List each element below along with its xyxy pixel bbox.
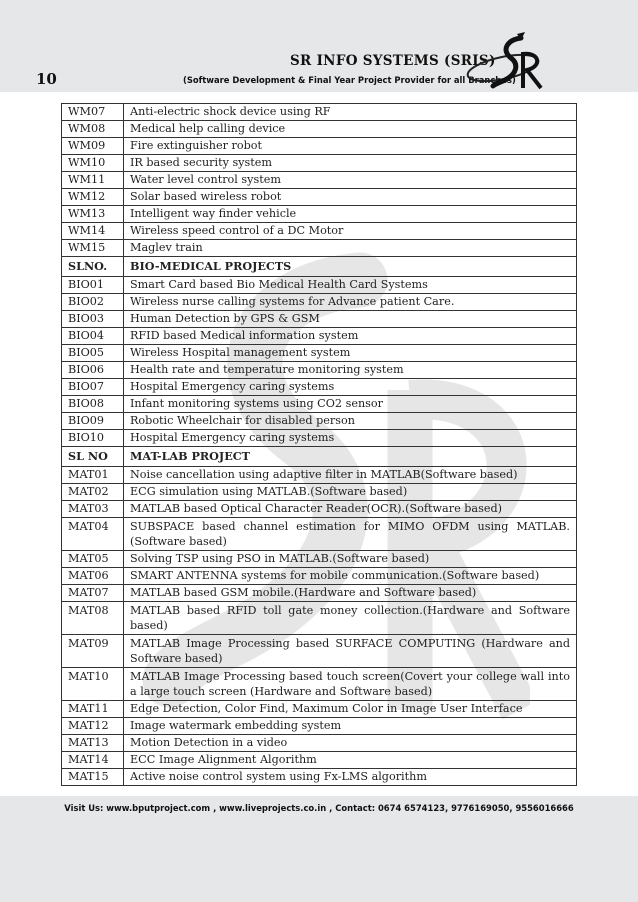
project-row — [62, 484, 577, 501]
project-row — [62, 467, 577, 484]
project-row — [62, 328, 577, 345]
project-row — [62, 277, 577, 294]
project-description: MATLAB Image Processing based touch screen(Covert your college wall into a large touch screen (Hardware and Software based) — [124, 668, 577, 701]
project-code: WM11 — [62, 172, 124, 189]
project-code: WM08 — [62, 121, 124, 138]
project-row — [62, 551, 577, 568]
project-code: MAT03 — [62, 501, 124, 518]
project-row — [62, 223, 577, 240]
project-description: Medical help calling device — [124, 121, 577, 138]
project-description: MATLAB Image Processing based SURFACE COMPUTING (Hardware and Software based) — [124, 635, 577, 668]
project-code: MAT05 — [62, 551, 124, 568]
project-description: Water level control system — [124, 172, 577, 189]
project-code: MAT02 — [62, 484, 124, 501]
project-code: BIO07 — [62, 379, 124, 396]
project-description: Intelligent way finder vehicle — [124, 206, 577, 223]
project-description: Human Detection by GPS & GSM — [124, 311, 577, 328]
project-row — [62, 769, 577, 786]
project-row — [62, 501, 577, 518]
project-row — [62, 138, 577, 155]
project-row — [62, 701, 577, 718]
section-header-slno: SLNO. — [62, 257, 124, 277]
project-description: Edge Detection, Color Find, Maximum Color in Image User Interface — [124, 701, 577, 718]
project-code: WM09 — [62, 138, 124, 155]
project-description: IR based security system — [124, 155, 577, 172]
project-description: MATLAB based GSM mobile.(Hardware and Software based) — [124, 585, 577, 602]
project-code: BIO01 — [62, 277, 124, 294]
project-code: MAT07 — [62, 585, 124, 602]
project-description: Solar based wireless robot — [124, 189, 577, 206]
project-row — [62, 396, 577, 413]
project-description: Hospital Emergency caring systems — [124, 379, 577, 396]
project-code: BIO04 — [62, 328, 124, 345]
project-code: MAT11 — [62, 701, 124, 718]
project-code: WM12 — [62, 189, 124, 206]
project-row — [62, 718, 577, 735]
footer-contact-text: Visit Us: www.bputproject.com , www.liveprojects.co.in , Contact: 0674 6574123, 9776169050, 9556016666 — [64, 803, 574, 813]
project-row — [62, 172, 577, 189]
project-row — [62, 104, 577, 121]
project-row — [62, 585, 577, 602]
project-row — [62, 602, 577, 635]
project-row — [62, 206, 577, 223]
project-code: BIO03 — [62, 311, 124, 328]
project-row — [62, 668, 577, 701]
project-row — [62, 518, 577, 551]
project-code: BIO05 — [62, 345, 124, 362]
project-row — [62, 189, 577, 206]
project-row — [62, 240, 577, 257]
project-description: Wireless speed control of a DC Motor — [124, 223, 577, 240]
project-code: WM13 — [62, 206, 124, 223]
project-description: ECG simulation using MATLAB.(Software based) — [124, 484, 577, 501]
section-header-row — [62, 257, 577, 277]
project-description: Fire extinguisher robot — [124, 138, 577, 155]
project-code: BIO09 — [62, 413, 124, 430]
project-description: Health rate and temperature monitoring system — [124, 362, 577, 379]
project-code: MAT13 — [62, 735, 124, 752]
company-tagline: (Software Development & Final Year Project Provider for all Branches) — [183, 75, 516, 85]
project-row — [62, 430, 577, 447]
section-header-slno: SL NO — [62, 447, 124, 467]
project-code: WM14 — [62, 223, 124, 240]
project-code: BIO10 — [62, 430, 124, 447]
project-row — [62, 294, 577, 311]
project-row — [62, 362, 577, 379]
project-row — [62, 413, 577, 430]
project-row — [62, 752, 577, 769]
project-description: Motion Detection in a video — [124, 735, 577, 752]
project-description: Maglev train — [124, 240, 577, 257]
section-header-title: MAT-LAB PROJECT — [124, 447, 577, 467]
project-description: Smart Card based Bio Medical Health Card Systems — [124, 277, 577, 294]
sris-logo-icon — [465, 30, 555, 92]
company-name: SR INFO SYSTEMS (SRIS) — [290, 53, 496, 69]
project-code: MAT08 — [62, 602, 124, 635]
project-description: MATLAB based RFID toll gate money collection.(Hardware and Software based) — [124, 602, 577, 635]
project-row — [62, 121, 577, 138]
project-code: BIO02 — [62, 294, 124, 311]
project-code: MAT12 — [62, 718, 124, 735]
project-code: BIO06 — [62, 362, 124, 379]
section-header-row — [62, 447, 577, 467]
project-description: SMART ANTENNA systems for mobile communication.(Software based) — [124, 568, 577, 585]
project-description: Image watermark embedding system — [124, 718, 577, 735]
project-description: MATLAB based Optical Character Reader(OCR).(Software based) — [124, 501, 577, 518]
project-code: MAT14 — [62, 752, 124, 769]
project-row — [62, 345, 577, 362]
project-description: ECC Image Alignment Algorithm — [124, 752, 577, 769]
project-row — [62, 735, 577, 752]
project-description: Robotic Wheelchair for disabled person — [124, 413, 577, 430]
project-row — [62, 155, 577, 172]
project-description: RFID based Medical information system — [124, 328, 577, 345]
project-row — [62, 379, 577, 396]
page-number: 10 — [36, 70, 57, 88]
project-code: MAT01 — [62, 467, 124, 484]
project-description: Solving TSP using PSO in MATLAB.(Software based) — [124, 551, 577, 568]
project-description: Infant monitoring systems using CO2 sensor — [124, 396, 577, 413]
project-description: SUBSPACE based channel estimation for MIMO OFDM using MATLAB.(Software based) — [124, 518, 577, 551]
project-code: MAT04 — [62, 518, 124, 551]
project-description: Wireless Hospital management system — [124, 345, 577, 362]
project-row — [62, 311, 577, 328]
project-list-table — [61, 103, 577, 786]
project-code: WM15 — [62, 240, 124, 257]
project-code: MAT10 — [62, 668, 124, 701]
project-code: WM07 — [62, 104, 124, 121]
project-description: Anti-electric shock device using RF — [124, 104, 577, 121]
section-header-title: BIO-MEDICAL PROJECTS — [124, 257, 577, 277]
project-code: MAT15 — [62, 769, 124, 786]
project-code: MAT06 — [62, 568, 124, 585]
project-description: Active noise control system using Fx-LMS algorithm — [124, 769, 577, 786]
project-code: MAT09 — [62, 635, 124, 668]
project-row — [62, 568, 577, 585]
project-code: BIO08 — [62, 396, 124, 413]
project-code: WM10 — [62, 155, 124, 172]
project-description: Noise cancellation using adaptive filter in MATLAB(Software based) — [124, 467, 577, 484]
project-row — [62, 635, 577, 668]
project-description: Hospital Emergency caring systems — [124, 430, 577, 447]
project-description: Wireless nurse calling systems for Advance patient Care. — [124, 294, 577, 311]
